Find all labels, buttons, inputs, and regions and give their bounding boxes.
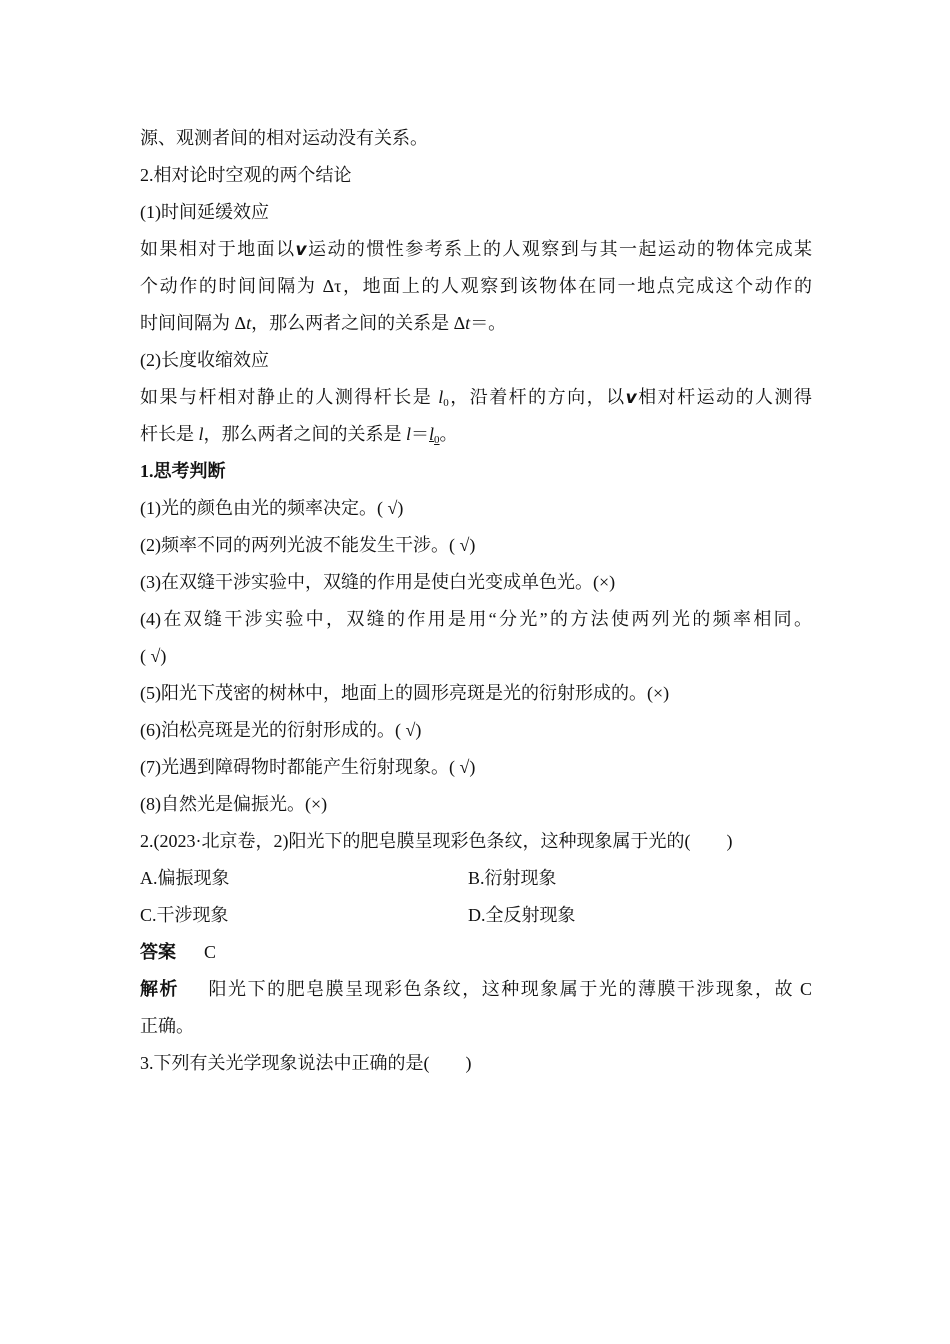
text-line: 杆长是 l，那么两者之间的关系是 $l=l_0$。: [140, 424, 458, 446]
analysis-line: 解析 阳光下的肥皂膜呈现彩色条纹，这种现象属于光的薄膜干涉现象，故 C: [140, 979, 812, 999]
judgment-item: (7)光遇到障碍物时都能产生衍射现象。( √): [140, 757, 476, 777]
heading-relativity-conclusions: 2.相对论时空观的两个结论: [140, 165, 352, 185]
answer-label: 答案: [140, 942, 176, 962]
option-b: B.衍射现象: [468, 868, 557, 888]
judgment-item: (1)光的颜色由光的频率决定。( √): [140, 498, 404, 518]
option-d: D.全反射现象: [468, 905, 576, 925]
text-line: 如果与杆相对静止的人测得杆长是 $l_0$，沿着杆的方向，以v相对杆运动的人测得: [140, 387, 813, 409]
question-2-stem: 2.(2023·北京卷，2)阳光下的肥皂膜呈现彩色条纹，这种现象属于光的( ): [140, 831, 733, 851]
subheading-time-dilation: (1)时间延缓效应: [140, 202, 269, 222]
analysis-label: 解析: [140, 979, 180, 999]
judgment-item: (4)在双缝干涉实验中，双缝的作用是用“分光”的方法使两列光的频率相同。: [140, 609, 812, 629]
judgment-item: (3)在双缝干涉实验中，双缝的作用是使白光变成单色光。(×): [140, 572, 616, 592]
judgment-item: (6)泊松亮斑是光的衍射形成的。( √): [140, 720, 422, 740]
question-3-stem: 3.下列有关光学现象说法中正确的是( ): [140, 1053, 472, 1073]
text-line: 如果相对于地面以v运动的惯性参考系上的人观察到与其一起运动的物体完成某: [140, 239, 813, 260]
answer-value: C: [204, 942, 217, 962]
judgment-item: (8)自然光是偏振光。(×): [140, 794, 328, 814]
section-title-judgment: 1.思考判断: [140, 461, 226, 481]
judgment-item: ( √): [140, 646, 167, 666]
question-2-options-row: [140, 860, 812, 897]
document-page: [140, 120, 812, 1082]
judgment-item: (2)频率不同的两列光波不能发生干涉。( √): [140, 535, 476, 555]
analysis-line: 正确。: [140, 1016, 194, 1036]
text-line: 源、观测者间的相对运动没有关系。: [140, 128, 428, 148]
option-a: A.偏振现象: [140, 868, 230, 888]
subheading-length-contraction: (2)长度收缩效应: [140, 350, 269, 370]
answer-line: [140, 934, 812, 971]
question-2-options-row: [140, 897, 812, 934]
text-line: 个动作的时间间隔为 Δτ，地面上的人观察到该物体在同一地点完成这个动作的: [140, 276, 812, 296]
text-line: 时间间隔为 Δt，那么两者之间的关系是 Δt＝。: [140, 313, 507, 333]
option-c: C.干涉现象: [140, 905, 229, 925]
judgment-item: (5)阳光下茂密的树林中，地面上的圆形亮斑是光的衍射形成的。(×): [140, 683, 670, 703]
